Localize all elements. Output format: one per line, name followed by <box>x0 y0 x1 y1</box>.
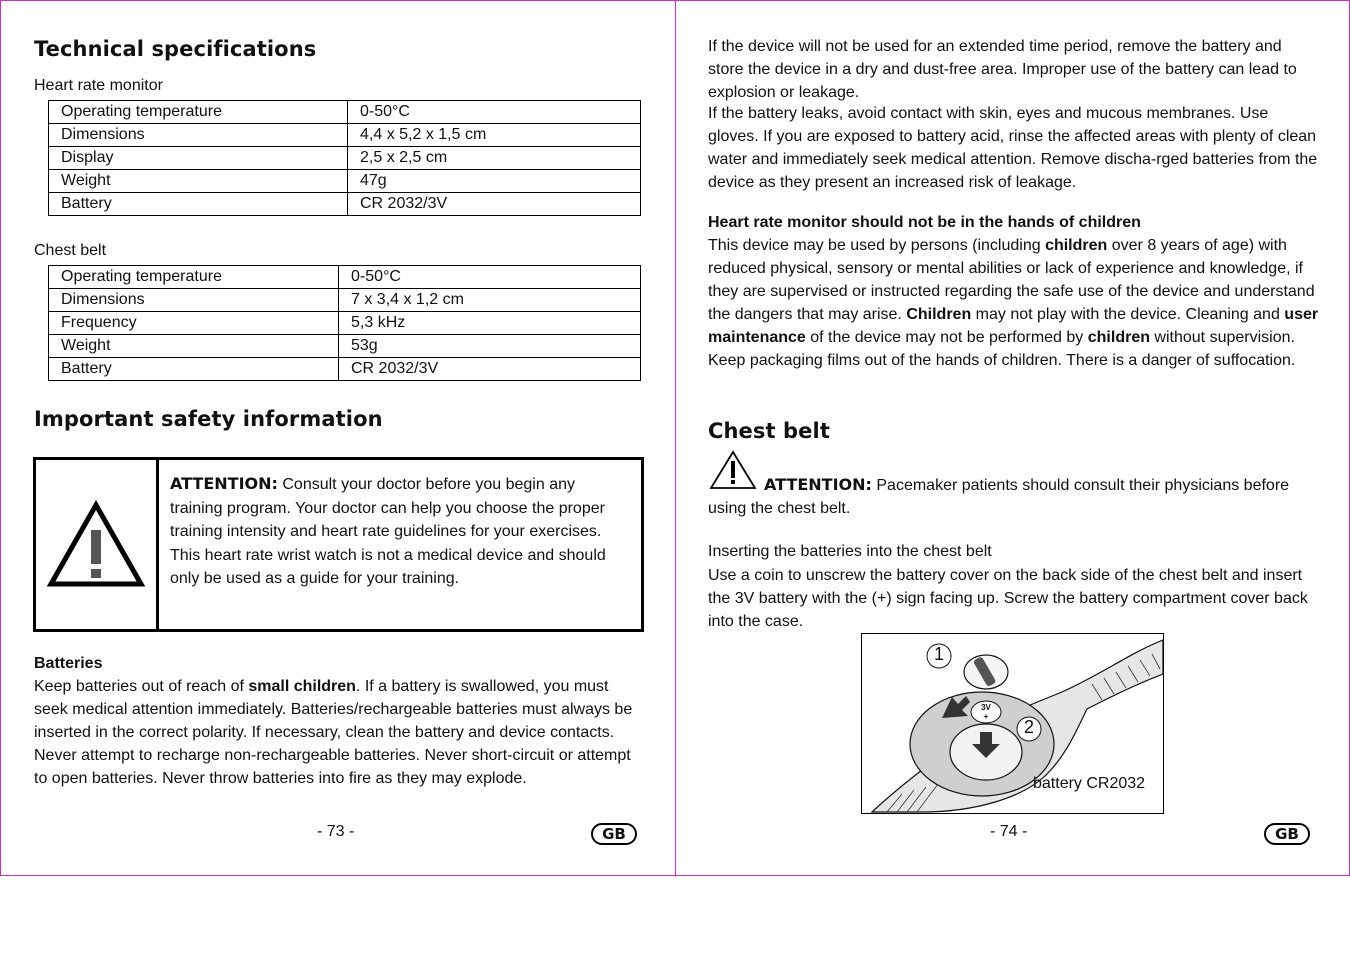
hrm-spec-value-cell: 47g <box>348 170 641 193</box>
belt-spec-value-cell: 53g <box>339 335 641 358</box>
right-page <box>675 0 1350 876</box>
step-1-label: 1 <box>933 644 944 664</box>
batteries-paragraph <box>34 675 640 790</box>
warning-triangle-icon <box>36 460 159 629</box>
heart-rate-monitor-heading: Heart rate monitor <box>34 77 163 94</box>
small-children-emphasis: small children <box>248 678 356 695</box>
battery-caption: battery CR2032 <box>1033 775 1146 792</box>
step-2-label: 2 <box>1023 717 1034 737</box>
language-badge: GB <box>1264 823 1310 845</box>
batteries-heading: Batteries <box>34 655 103 672</box>
chest-belt-spec-heading: Chest belt <box>34 242 107 259</box>
hrm-spec-label-cell: Battery <box>49 193 348 216</box>
battery-3v-text: 3V <box>981 703 991 712</box>
batteries-text-end: . If a battery is swallowed, you must seek medical attention immediately. Batteries/rechargeable batteries must always be inserted in the correct polarity. If necessary, clean the battery and device contacts. Never attempt to recharge non-rechargeable batteries. Never short-circuit or attempt to open batteries. Never throw batteries into fire as they may explode. <box>34 678 633 787</box>
attention-warning-text <box>159 460 641 629</box>
belt-spec-row <box>49 312 641 335</box>
technical-specifications-title: Technical specifications <box>34 37 317 61</box>
hrm-spec-row <box>49 101 641 124</box>
hrm-spec-row <box>49 170 641 193</box>
belt-spec-value-cell: 7 x 3,4 x 1,2 cm <box>339 289 641 312</box>
attention-not-medical-text: This heart rate wrist watch is not a medical device and should only be used as a guide for your training. <box>170 546 606 588</box>
hrm-spec-value-cell: 4,4 x 5,2 x 1,5 cm <box>348 124 641 147</box>
battery-plus-sign: + <box>983 712 989 721</box>
important-safety-title: Important safety information <box>34 407 383 431</box>
heart-rate-monitor-spec-table <box>48 100 641 216</box>
chest-belt-title: Chest belt <box>708 419 830 443</box>
inserting-batteries-heading: Inserting the batteries into the chest belt <box>708 543 992 560</box>
belt-spec-value-cell: 5,3 kHz <box>339 312 641 335</box>
left-page <box>0 0 676 876</box>
belt-spec-label-cell: Battery <box>49 358 339 381</box>
children-emphasis-1: children <box>1045 237 1108 254</box>
page-number: - 74 - <box>990 823 1028 840</box>
battery-insertion-figure <box>861 633 1164 814</box>
attention-warning-box <box>33 457 644 632</box>
hrm-spec-value-cell: CR 2032/3V <box>348 193 641 216</box>
children-emphasis-2: Children <box>906 306 972 323</box>
hrm-spec-label-cell: Display <box>49 147 348 170</box>
hrm-spec-label-cell: Operating temperature <box>49 101 348 124</box>
chest-attention-label: ATTENTION: <box>764 475 872 494</box>
user-maintenance-emphasis: user maintenance <box>708 306 1319 346</box>
inserting-batteries-paragraph: Use a coin to unscrew the battery cover on the back side of the chest belt and insert the 3V battery with the (+) sign facing up. Screw the battery compartment cover back into the case. <box>708 567 1308 630</box>
hrm-spec-row <box>49 124 641 147</box>
belt-spec-value-cell: 0-50°C <box>339 266 641 289</box>
hrm-spec-value-cell: 2,5 x 2,5 cm <box>348 147 641 170</box>
belt-spec-row <box>49 335 641 358</box>
hrm-spec-label-cell: Dimensions <box>49 124 348 147</box>
children-heading: Heart rate monitor should not be in the hands of children <box>708 214 1141 231</box>
battery-storage-paragraph: If the device will not be used for an extended time period, remove the battery and store the device in a dry and dust-free area. Improper use of the battery can lead to explosion or leakage. <box>708 38 1297 101</box>
children-text-1: This device may be used by persons (including <box>708 237 1046 254</box>
chest-belt-spec-table <box>48 265 641 381</box>
children-text-5: without supervision. Keep packaging films out of the hands of children. There is a danger of suffocation. <box>708 329 1296 369</box>
attention-label: ATTENTION: <box>170 474 278 493</box>
children-emphasis-3: children <box>1087 329 1150 346</box>
belt-spec-row <box>49 266 641 289</box>
hrm-spec-value-cell: 0-50°C <box>348 101 641 124</box>
children-text-2: over 8 years of age) with reduced physical, sensory or mental abilities or lack of experience and knowledge, if they are supervised or instructed regarding the safe use of the device and understand the dangers that may arise. <box>708 237 1315 323</box>
hrm-spec-label-cell: Weight <box>49 170 348 193</box>
pacemaker-warning-text: Pacemaker patients should consult their physicians before using the chest belt. <box>708 477 1290 517</box>
belt-spec-label-cell: Frequency <box>49 312 339 335</box>
belt-spec-row <box>49 289 641 312</box>
children-paragraph <box>708 234 1320 372</box>
children-text-4: of the device may not be performed by <box>805 329 1088 346</box>
belt-spec-label-cell: Dimensions <box>49 289 339 312</box>
battery-leak-paragraph: If the battery leaks, avoid contact with skin, eyes and mucous membranes. Use gloves. If you are exposed to battery acid, rinse the affected areas with plenty of clean water and immediately seek medical attention. Remove discha-rged batteries from the device as they present an increased risk of leakage. <box>708 105 1318 191</box>
hrm-spec-row <box>49 193 641 216</box>
belt-spec-row <box>49 358 641 381</box>
belt-spec-label-cell: Weight <box>49 335 339 358</box>
page-number: - 73 - <box>317 823 355 840</box>
pacemaker-warning <box>708 473 1320 520</box>
language-badge: GB <box>591 823 637 845</box>
attention-consult-text: Consult your doctor before you begin any training program. Your doctor can help you choose the proper training intensity and heart rate guidelines for your exercises. <box>170 476 605 541</box>
belt-spec-label-cell: Operating temperature <box>49 266 339 289</box>
hrm-spec-row <box>49 147 641 170</box>
battery-voltage-mark <box>976 703 996 721</box>
children-text-3: may not play with the device. Cleaning and <box>971 306 1285 323</box>
batteries-text-start: Keep batteries out of reach of <box>34 678 249 695</box>
belt-spec-value-cell: CR 2032/3V <box>339 358 641 381</box>
